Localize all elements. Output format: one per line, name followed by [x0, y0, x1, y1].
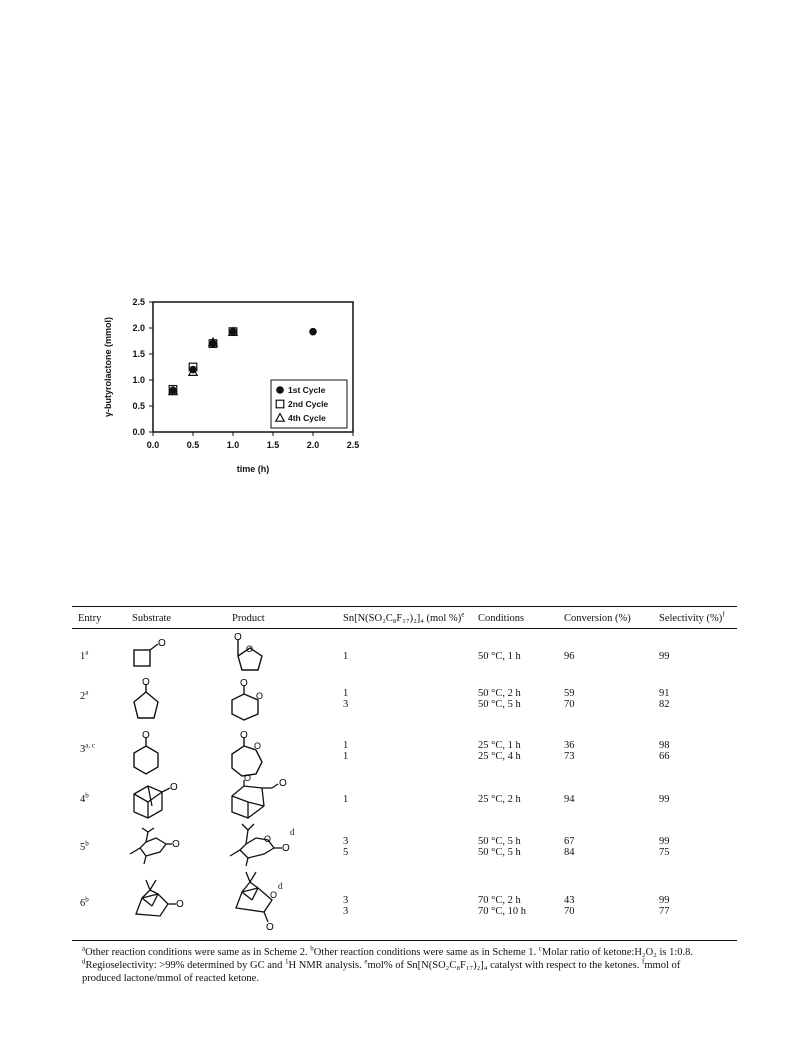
row-4-substrate-structure [126, 778, 186, 824]
row-6-conversion-1: 43 [564, 895, 575, 906]
row-2-substrate-structure [128, 678, 168, 724]
row-3-product-structure [226, 730, 272, 780]
row-4-entry: 4$^b$ [80, 791, 89, 805]
header-conversion: Conversion (%) [564, 613, 631, 624]
footnote-a-mark: a [82, 944, 86, 953]
row-3-conversion-2: 73 [564, 751, 575, 762]
row-2-catalyst-2: 3 [343, 699, 349, 710]
row-5-conversion-1: 67 [564, 836, 575, 847]
legend-label: 4th Cycle [288, 413, 326, 423]
footnote-nmr-mark: 1 [285, 957, 289, 966]
row-6-selectivity-1: 99 [659, 895, 670, 906]
x-axis-label: time (h) [236, 464, 270, 474]
row-1-conversion-1: 96 [564, 651, 575, 662]
row-3-conditions-2: 25 °C, 4 h [478, 751, 521, 762]
header-entry: Entry [78, 613, 102, 624]
legend-marker [276, 400, 284, 408]
row-2-catalyst-1: 1 [343, 688, 349, 699]
y-tick-label: 1.5 [132, 349, 145, 359]
row-5-product-structure [224, 818, 314, 870]
y-tick-label: 0.0 [132, 427, 145, 437]
header-conditions: Conditions [478, 613, 525, 624]
svg-text:O: O [256, 691, 264, 701]
row-6-entry: 6$^b$ [80, 895, 89, 909]
row-3-catalyst-2: 1 [343, 751, 349, 762]
svg-text:O: O [279, 778, 287, 789]
row-3-selectivity-1: 98 [659, 740, 670, 751]
row-1-substrate-structure [130, 636, 170, 672]
svg-text:O: O [234, 632, 242, 643]
row-5-substrate-structure [126, 826, 186, 866]
header-catalyst: Sn[N(SO₂C₈F₁₇)₂]₄ (mol %)$^e$ [343, 610, 465, 624]
data-point-1st-cycle [189, 366, 197, 374]
row-1-conditions-1: 50 °C, 1 h [478, 651, 521, 662]
svg-text:O: O [266, 922, 274, 932]
footnote-nmr: H NMR analysis. [288, 960, 365, 971]
row-5-selectivity-2: 75 [659, 847, 670, 858]
svg-text:O: O [270, 890, 278, 900]
footnote-f: mmol of produced lactone/mmol of reacted ketone. [82, 960, 681, 984]
row-1-product-structure [230, 630, 270, 676]
row-2-entry: 2$^a$ [80, 688, 89, 702]
row-5-conversion-2: 84 [564, 847, 575, 858]
row-2-conditions-2: 50 °C, 5 h [478, 699, 521, 710]
svg-text:O: O [246, 644, 254, 654]
y-axis-label: γ-butyrolactone (mmol) [103, 316, 113, 418]
row-1-selectivity-1: 99 [659, 651, 670, 662]
svg-text:O: O [158, 638, 166, 649]
svg-text:O: O [142, 678, 150, 688]
row-6-product-note: d [278, 881, 283, 891]
row-2-product-structure [226, 678, 272, 724]
row-4-selectivity-1: 99 [659, 794, 670, 805]
row-6-conversion-2: 70 [564, 906, 575, 917]
table-header-rule [72, 628, 737, 629]
x-tick-label: 1.0 [226, 440, 240, 450]
svg-text:O: O [170, 782, 178, 793]
x-tick-label: 2.5 [346, 440, 360, 450]
svg-text:O: O [176, 899, 184, 910]
row-3-entry: 3$^{a, c}$ [80, 741, 95, 755]
row-3-selectivity-2: 66 [659, 751, 670, 762]
row-2-conversion-2: 70 [564, 699, 575, 710]
row-2-selectivity-1: 91 [659, 688, 670, 699]
lactone-yield-chart [90, 290, 390, 490]
row-3-conditions-1: 25 °C, 1 h [478, 740, 521, 751]
y-tick-label: 2.5 [132, 297, 145, 307]
row-6-catalyst-1: 3 [343, 895, 349, 906]
footnote-e: mol% of Sn[N(SO₂C₈F₁₇)₂]₄ catalyst with respect to the ketones. [367, 960, 643, 971]
svg-text:O: O [244, 774, 252, 783]
table-bottom-rule [72, 940, 737, 941]
row-3-catalyst-1: 1 [343, 740, 349, 751]
svg-text:O: O [172, 839, 180, 850]
x-tick-label: 1.5 [266, 440, 280, 450]
svg-text:O: O [282, 843, 290, 854]
legend-label: 2nd Cycle [288, 399, 329, 409]
y-tick-label: 1.0 [132, 375, 145, 385]
row-6-conditions-1: 70 °C, 2 h [478, 895, 521, 906]
row-5-catalyst-2: 5 [343, 847, 349, 858]
data-point-1st-cycle [229, 328, 237, 336]
x-tick-label: 0.0 [146, 440, 160, 450]
svg-text:O: O [240, 730, 248, 741]
table-top-rule [72, 606, 737, 607]
row-1-catalyst-1: 1 [343, 651, 349, 662]
legend-marker [276, 386, 284, 394]
footnote-a: Other reaction conditions were same as in Scheme 2. [85, 947, 311, 958]
row-3-conversion-1: 36 [564, 740, 575, 751]
svg-text:O: O [254, 741, 262, 751]
row-5-entry: 5$^b$ [80, 839, 89, 853]
row-1-entry: 1$^a$ [80, 648, 89, 662]
row-6-conditions-2: 70 °C, 10 h [478, 906, 526, 917]
footnote-f-mark: f [642, 957, 645, 966]
row-2-conversion-1: 59 [564, 688, 575, 699]
footnote-c: Molar ratio of ketone:H₂O₂ is 1:0.8. [541, 947, 693, 958]
row-3-substrate-structure [128, 730, 168, 780]
footnote-e-mark: e [364, 957, 368, 966]
header-selectivity: Selectivity (%)$^f$ [659, 610, 725, 624]
row-2-conditions-1: 50 °C, 2 h [478, 688, 521, 699]
row-6-product-structure [228, 868, 298, 932]
row-4-conditions-1: 25 °C, 2 h [478, 794, 521, 805]
footnote-d-mark: d [82, 957, 86, 966]
svg-text:O: O [142, 730, 150, 741]
data-point-1st-cycle [209, 340, 217, 348]
data-point-1st-cycle [309, 328, 317, 336]
y-tick-label: 0.5 [132, 401, 145, 411]
x-tick-label: 0.5 [186, 440, 200, 450]
row-5-selectivity-1: 99 [659, 836, 670, 847]
row-4-conversion-1: 94 [564, 794, 575, 805]
header-substrate: Substrate [132, 613, 172, 624]
svg-text:O: O [264, 834, 272, 844]
row-5-conditions-1: 50 °C, 5 h [478, 836, 521, 847]
legend-label: 1st Cycle [288, 385, 326, 395]
row-4-catalyst-1: 1 [343, 794, 349, 805]
table-footnotes [82, 946, 702, 985]
y-tick-label: 2.0 [132, 323, 145, 333]
x-tick-label: 2.0 [306, 440, 320, 450]
row-5-conditions-2: 50 °C, 5 h [478, 847, 521, 858]
row-5-catalyst-1: 3 [343, 836, 349, 847]
row-2-selectivity-2: 82 [659, 699, 670, 710]
row-6-selectivity-2: 77 [659, 906, 670, 917]
footnote-c-mark: c [538, 944, 542, 953]
row-6-substrate-structure [128, 876, 188, 922]
data-point-1st-cycle [169, 387, 177, 395]
footnote-b: Other reaction conditions were same as in Scheme 1. [313, 947, 539, 958]
header-product: Product [232, 613, 265, 624]
svg-text:O: O [240, 678, 248, 689]
footnote-b-mark: b [310, 944, 314, 953]
footnote-d: Regioselectivity: >99% determined by GC and [85, 960, 286, 971]
row-6-catalyst-2: 3 [343, 906, 349, 917]
row-5-product-note: d [290, 827, 295, 837]
